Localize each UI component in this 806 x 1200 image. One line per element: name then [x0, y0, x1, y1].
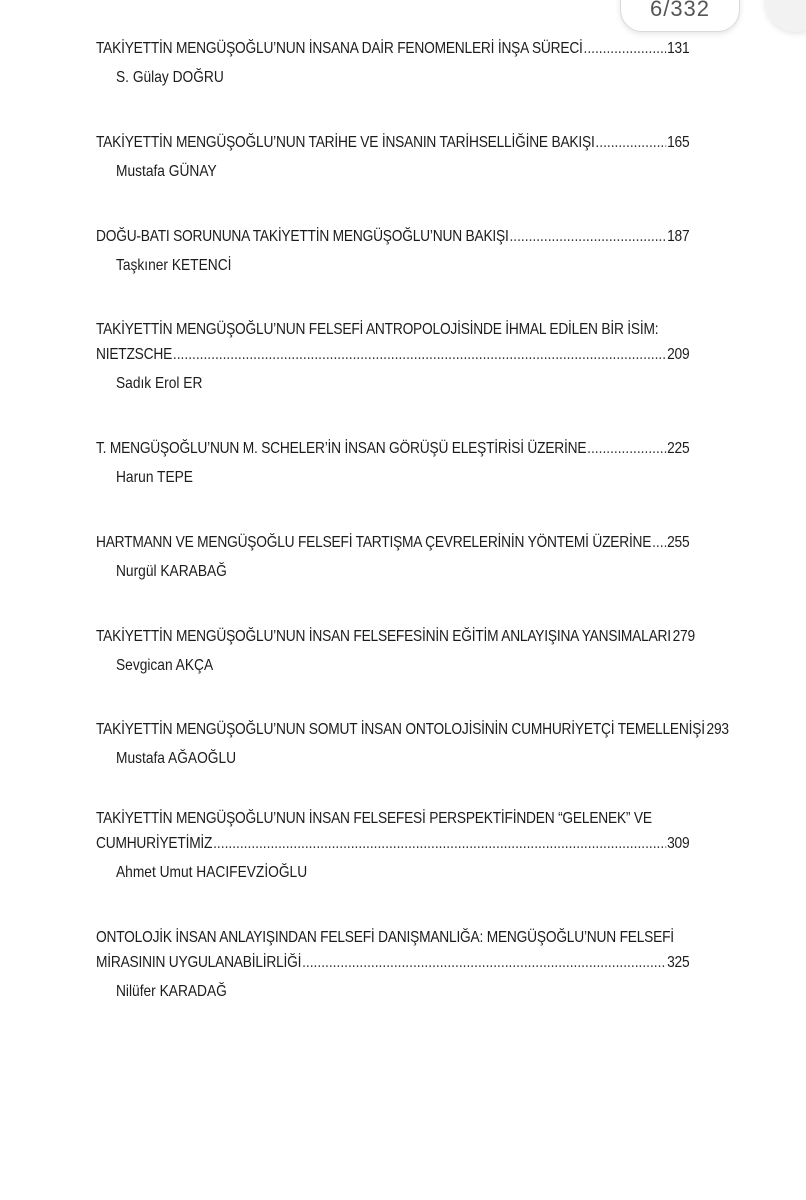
toc-entry-page: 131	[667, 40, 690, 57]
toc-entry-title-text: CUMHURİYETİMİZ	[96, 835, 213, 852]
toc-entry-author: Mustafa AĞAOĞLU	[116, 750, 237, 767]
toc-entry-page: 187	[667, 228, 690, 245]
toc-entry-title-text: TAKİYETTİN MENGÜŞOĞLU’NUN FELSEFİ ANTROPOLOJİSİNDE İHMAL EDİLEN BİR İSİM:	[96, 321, 659, 338]
toc-entry-author: Mustafa GÜNAY	[116, 163, 217, 180]
toc-entry[interactable]	[96, 36, 690, 89]
dot-leader	[595, 130, 666, 155]
toc-entry-title-text: TAKİYETTİN MENGÜŞOĞLU’NUN İNSAN FELSEFESİ PERSPEKTİFİNDEN “GELENEK” VE	[96, 810, 652, 827]
toc-entry[interactable]	[96, 624, 695, 677]
toc-entry-page: 209	[667, 346, 690, 363]
toc-entry-title	[96, 317, 689, 367]
toc-entry[interactable]	[96, 317, 690, 395]
toc-entry-page: 325	[667, 954, 690, 971]
dot-leader	[587, 436, 666, 461]
toc-entry-author: Sadık Erol ER	[116, 375, 203, 392]
toc-entry-author: Nilüfer KARADAĞ	[116, 983, 227, 1000]
toc-entry-author: Sevgican AKÇA	[116, 657, 214, 674]
dot-leader	[652, 530, 666, 555]
toc-entry-page: 279	[672, 628, 695, 645]
toc-entry-author: Taşkıner KETENCİ	[116, 257, 232, 274]
toc-entry-author: Harun TEPE	[116, 469, 193, 486]
toc-entry-title	[96, 436, 689, 461]
toc-entry[interactable]	[96, 530, 690, 583]
viewer-nav-button[interactable]	[765, 0, 806, 32]
toc-entry-title-text: TAKİYETTİN MENGÜŞOĞLU’NUN SOMUT İNSAN ONTOLOJİSİNİN CUMHURİYETÇİ TEMELLENİŞİ	[96, 721, 705, 738]
toc-entry-title	[96, 624, 695, 649]
toc-entry[interactable]	[96, 436, 690, 489]
toc-entry-title-text: TAKİYETTİN MENGÜŞOĞLU’NUN İNSANA DAİR FENOMENLERİ İNŞA SÜRECİ	[96, 40, 583, 57]
toc-entry-title	[96, 224, 689, 249]
toc-entry-page: 293	[706, 721, 729, 738]
toc-entry[interactable]	[96, 130, 690, 183]
toc-entry-title-text: DOĞU-BATI SORUNUNA TAKİYETTİN MENGÜŞOĞLU’NUN BAKIŞI	[96, 228, 509, 245]
dot-leader	[584, 36, 667, 61]
toc-entry-title-text: TAKİYETTİN MENGÜŞOĞLU’NUN İNSAN FELSEFESİNİN EĞİTİM ANLAYIŞINA YANSIMALARI	[96, 628, 671, 645]
dot-leader	[509, 224, 666, 249]
toc-entry-author: S. Gülay DOĞRU	[116, 69, 224, 86]
toc-entry-title	[96, 130, 689, 155]
toc-entry-title-text: HARTMANN VE MENGÜŞOĞLU FELSEFİ TARTIŞMA ÇEVRELERİNİN YÖNTEMİ ÜZERİNE	[96, 534, 652, 551]
toc-entry-title-text: MİRASININ UYGULANABİLİRLİĞİ	[96, 954, 302, 971]
dot-leader	[213, 831, 666, 856]
toc-entry-title	[96, 806, 689, 856]
toc-entry-title	[96, 530, 689, 555]
toc-entry-title	[96, 717, 729, 742]
page-indicator-text: 6/332	[649, 0, 711, 21]
toc-entry[interactable]	[96, 806, 690, 884]
toc-entry-page: 225	[667, 440, 690, 457]
toc-entry-title-text: ONTOLOJİK İNSAN ANLAYIŞINDAN FELSEFİ DANIŞMANLIĞA: MENGÜŞOĞLU’NUN FELSEFİ	[96, 929, 674, 946]
toc-entry-title	[96, 925, 689, 975]
toc-entry-page: 165	[667, 134, 690, 151]
toc-entry-title-text: NIETZSCHE	[96, 346, 173, 363]
toc-entry[interactable]	[96, 224, 690, 277]
toc-entry-page: 309	[667, 835, 690, 852]
toc-entry-title-text: T. MENGÜŞOĞLU’NUN M. SCHELER’İN İNSAN GÖRÜŞÜ ELEŞTİRİSİ ÜZERİNE	[96, 440, 587, 457]
toc-entry-title	[96, 36, 689, 61]
toc-entry[interactable]	[96, 925, 690, 1003]
toc-entry[interactable]	[96, 717, 729, 770]
dot-leader	[173, 342, 666, 367]
dot-leader	[302, 950, 666, 975]
toc-entry-author: Nurgül KARABAĞ	[116, 563, 227, 580]
toc-entry-title-text: TAKİYETTİN MENGÜŞOĞLU’NUN TARİHE VE İNSANIN TARİHSELLİĞİNE BAKIŞI	[96, 134, 595, 151]
toc-entry-page: 255	[667, 534, 690, 551]
page-indicator[interactable]	[620, 0, 740, 32]
toc-entry-author: Ahmet Umut HACIFEVZİOĞLU	[116, 864, 308, 881]
